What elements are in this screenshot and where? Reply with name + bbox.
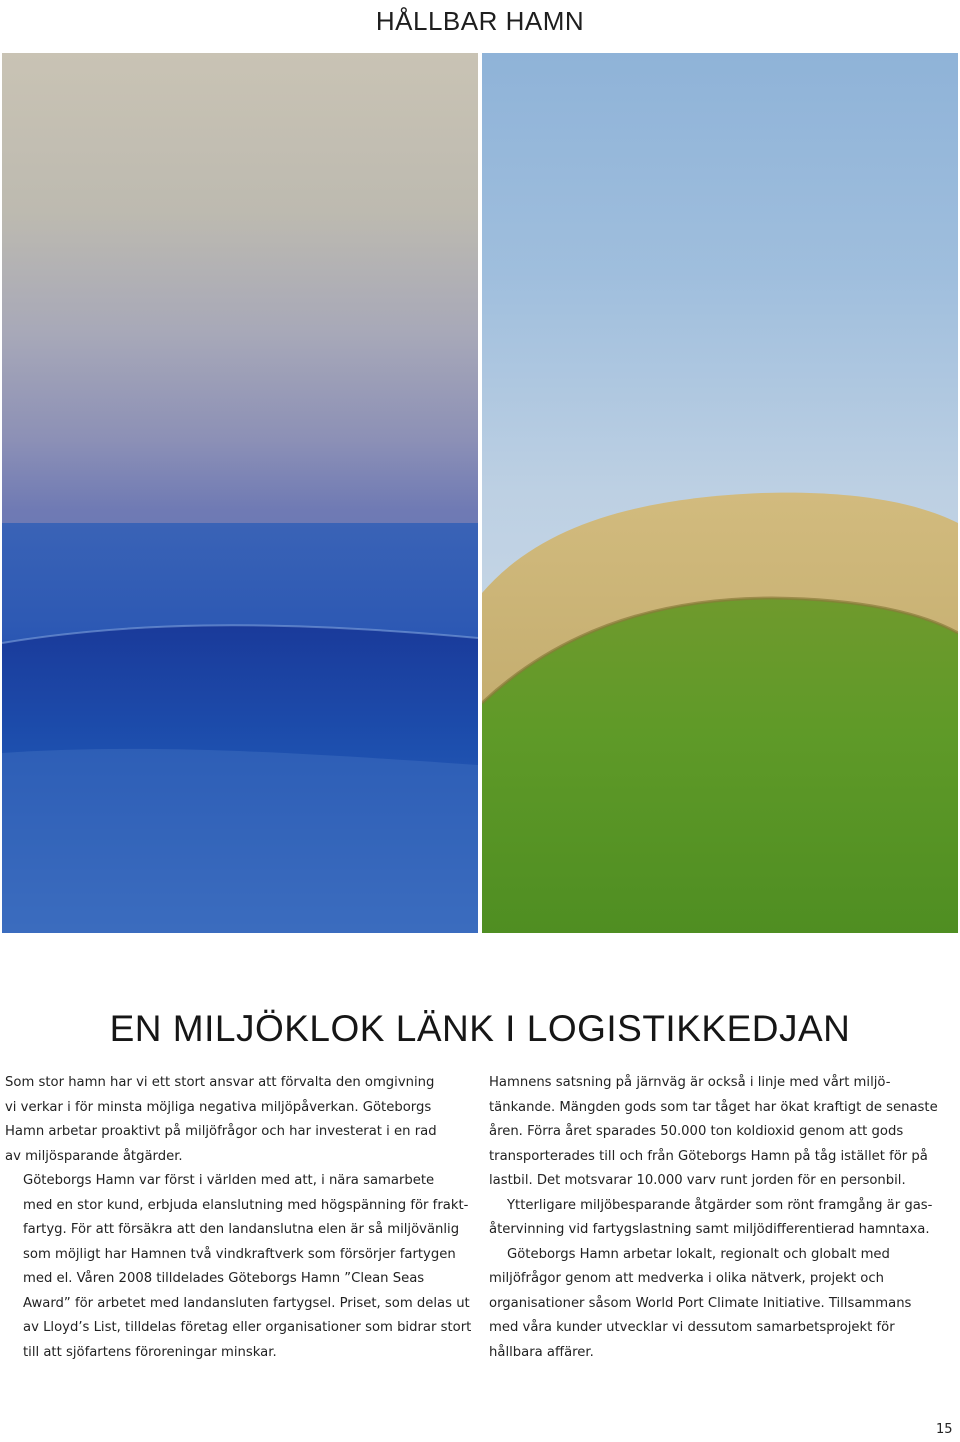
text-line: Award” för arbetet med landansluten fartygsel. Priset, som delas ut bbox=[23, 1295, 470, 1311]
section-header: HÅLLBAR HAMN bbox=[375, 6, 585, 36]
text-line: Göteborgs Hamn arbetar lokalt, regionalt och globalt med bbox=[507, 1246, 890, 1262]
text-line: till att sjöfartens föroreningar minskar. bbox=[23, 1344, 277, 1360]
text-line: Som stor hamn har vi ett stort ansvar att förvalta den omgivning bbox=[5, 1075, 435, 1090]
hero-images bbox=[0, 53, 960, 933]
paragraph bbox=[5, 1071, 475, 1169]
text-line: av Lloyd’s List, tilldelas företag eller organisationer som bidrar stort bbox=[23, 1320, 472, 1335]
green-field-photo bbox=[482, 53, 958, 933]
text-line: återvinning vid fartygslastning samt miljödifferentierad hamntaxa. bbox=[489, 1222, 930, 1237]
text-line: Ytterligare miljöbesparande åtgärder som rönt framgång är gas- bbox=[507, 1197, 933, 1213]
paragraph bbox=[489, 1071, 957, 1194]
text-line: lastbil. Det motsvarar 10.000 varv runt jorden för en personbil. bbox=[489, 1173, 906, 1188]
text-line: transporterades till och från Göteborgs Hamn på tåg istället för på bbox=[489, 1148, 928, 1164]
page-number: 15 bbox=[936, 1422, 953, 1437]
text-line: Hamnens satsning på järnväg är också i linje med vårt miljö- bbox=[489, 1075, 891, 1090]
sea-wave-photo bbox=[2, 53, 478, 933]
text-line: tänkande. Mängden gods som tar tåget har ökat kraftigt de senaste bbox=[489, 1099, 938, 1115]
right-column bbox=[489, 1071, 957, 1365]
left-column bbox=[5, 1071, 475, 1365]
text-line: med el. Våren 2008 tilldelades Göteborgs Hamn ”Clean Seas bbox=[23, 1271, 425, 1286]
text-line: åren. Förra året sparades 50.000 ton koldioxid genom att gods bbox=[489, 1124, 904, 1139]
text-line: miljöfrågor genom att medverka i olika nätverk, projekt och bbox=[489, 1271, 884, 1286]
text-line: organisationer såsom World Port Climate Initiative. Tillsammans bbox=[489, 1295, 912, 1311]
text-line: av miljösparande åtgärder. bbox=[5, 1148, 183, 1164]
text-line: Hamn arbetar proaktivt på miljöfrågor och har investerat i en rad bbox=[5, 1124, 437, 1139]
text-line: med våra kunder utvecklar vi dessutom samarbetsprojekt för bbox=[489, 1320, 895, 1335]
paragraph bbox=[5, 1169, 475, 1365]
text-line: Göteborgs Hamn var först i världen med att, i nära samarbete bbox=[23, 1173, 435, 1188]
text-line: hållbara affärer. bbox=[489, 1344, 594, 1360]
paragraph bbox=[489, 1194, 957, 1243]
paragraph bbox=[489, 1243, 957, 1366]
article-headline: EN MILJÖKLOK LÄNK I LOGISTIKKEDJAN bbox=[109, 1008, 851, 1049]
text-line: vi verkar i för minsta möjliga negativa miljöpåverkan. Göteborgs bbox=[5, 1099, 432, 1115]
text-line: som möjligt har Hamnen två vindkraftverk som försörjer fartygen bbox=[23, 1246, 456, 1262]
text-line: fartyg. För att försäkra att den landanslutna elen är så miljövänlig bbox=[23, 1222, 460, 1237]
text-line: med en stor kund, erbjuda elanslutning med högspänning för frakt- bbox=[23, 1197, 469, 1213]
